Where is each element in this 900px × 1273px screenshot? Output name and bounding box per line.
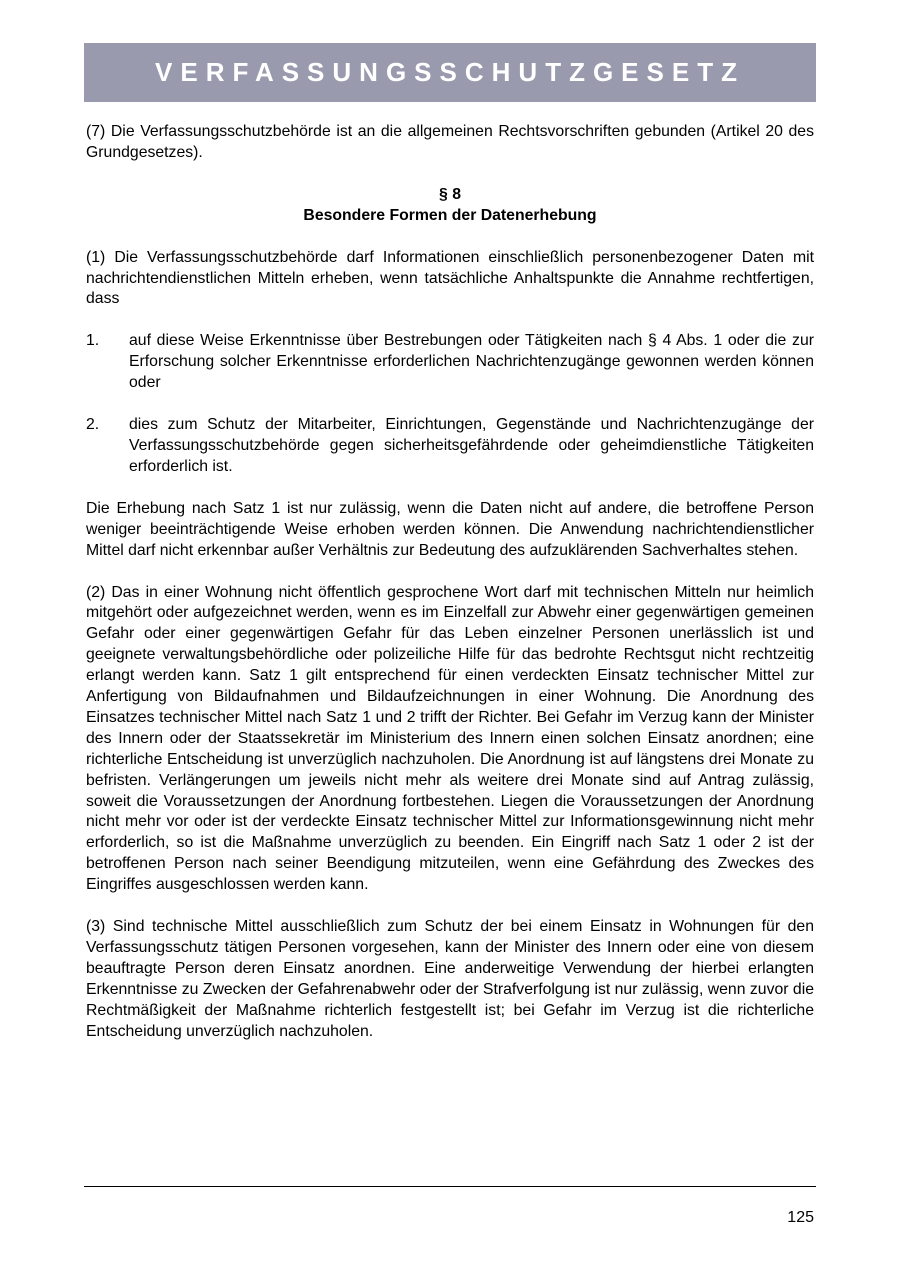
- paragraph-2: (2) Das in einer Wohnung nicht öffentlich gesprochene Wort darf mit technischen Mitteln nur heimlich mitgehört oder aufgezeichnet werden, wenn es im Einzelfall zur Abwehr einer gegenwärtigen gemeinen Gefahr oder einer gegenwärtigen Gefahr für das Leben einzelner Personen unerlässlich ist und geeignete verwaltungsbehördliche oder polizeiliche Hilfe für das bedrohte Rechtsgut nicht rechtzeitig erlangt werden kann. Satz 1 gilt entsprechend für einen verdeckten Einsatz technischer Mittel zur Anfertigung von Bildaufnahmen und Bildaufzeichnungen in einer Wohnung. Die Anordnung des Einsatzes technischer Mittel nach Satz 1 und 2 trifft der Richter. Bei Gefahr im Verzug kann der Minister des Innern oder der Staatssekretär im Ministerium des Innern einen solchen Einsatz anordnen; eine richterliche Entscheidung ist unverzüglich nachzuholen. Die Anordnung ist auf längstens drei Monate zu befristen. Verlängerungen um jeweils nicht mehr als weitere drei Monate sind auf Antrag zulässig, soweit die Voraussetzungen der Anordnung fortbestehen. Liegen die Voraussetzungen der Anordnung nicht mehr vor oder ist der verdeckte Einsatz technischer Mittel zur Informationsgewinnung nicht mehr erforderlich, so ist die Maßnahme unverzüglich zu beenden. Ein Eingriff nach Satz 1 oder 2 ist der betroffenen Person nach seiner Beendigung mitzuteilen, wenn eine Gefährdung des Zweckes des Eingriffes ausgeschlossen werden kann.: [86, 583, 814, 894]
- footer-divider: [84, 1186, 816, 1187]
- page-header-banner: [84, 43, 816, 102]
- paragraph-1: (1) Die Verfassungsschutzbehörde darf Informationen einschließlich personenbezogener Daten mit nachrichtendienstlichen Mitteln erheben, wenn tatsächliche Anhaltspunkte die Annahme rechtfertigen, dass: [86, 248, 814, 308]
- document-body: [86, 122, 814, 1064]
- paragraph-7: (7) Die Verfassungsschutzbehörde ist an die allgemeinen Rechtsvorschriften gebunden (Artikel 20 des Grundgesetzes).: [86, 123, 814, 161]
- list-item-text: dies zum Schutz der Mitarbeiter, Einrichtungen, Gegenstände und Nachrichtenzugänge der Verfassungsschutzbehörde gegen sicherheitsgefährdende oder geheimdienstliche Tätigkeiten erforderlich ist.: [129, 416, 814, 475]
- section-number: § 8: [439, 185, 461, 203]
- section-heading: [86, 185, 814, 227]
- header-title: VERFASSUNGSSCHUTZGESETZ: [155, 57, 745, 87]
- paragraph-3: (3) Sind technische Mittel ausschließlich zum Schutz der bei einem Einsatz in Wohnungen für den Verfassungsschutz tätigen Personen vorgesehen, kann der Minister des Innern oder eine von diesem beauftragte Person deren Einsatz anordnen. Eine anderweitige Verwendung der hierbei erlangten Erkenntnisse zu Zwecken der Gefahrenabwehr oder der Strafverfolgung ist nur zulässig, wenn zuvor die Rechtmäßigkeit der Maßnahme richterlich festgestellt ist; bei Gefahr im Verzug ist die richterliche Entscheidung unverzüglich nachzuholen.: [86, 918, 814, 1040]
- list-item-number: 1.: [86, 332, 100, 350]
- section-title: Besondere Formen der Datenerhebung: [303, 206, 597, 224]
- list-item: [86, 331, 814, 394]
- paragraph-1-continued: Die Erhebung nach Satz 1 ist nur zulässig, wenn die Daten nicht auf andere, die betroffene Person weniger beeinträchtigende Weise erhoben werden können. Die Anwendung nachrichtendienstlicher Mittel darf nicht erkennbar außer Verhältnis zur Bedeutung des aufzuklärenden Sachverhaltes stehen.: [86, 499, 814, 559]
- page-number: 125: [787, 1209, 814, 1226]
- list-item-text: auf diese Weise Erkenntnisse über Bestrebungen oder Tätigkeiten nach § 4 Abs. 1 oder die zur Erforschung solcher Erkenntnisse erforderlichen Nachrichtenzugänge gewonnen werden können oder: [129, 332, 814, 392]
- list-item-number: 2.: [86, 416, 100, 434]
- list-item: [86, 415, 814, 478]
